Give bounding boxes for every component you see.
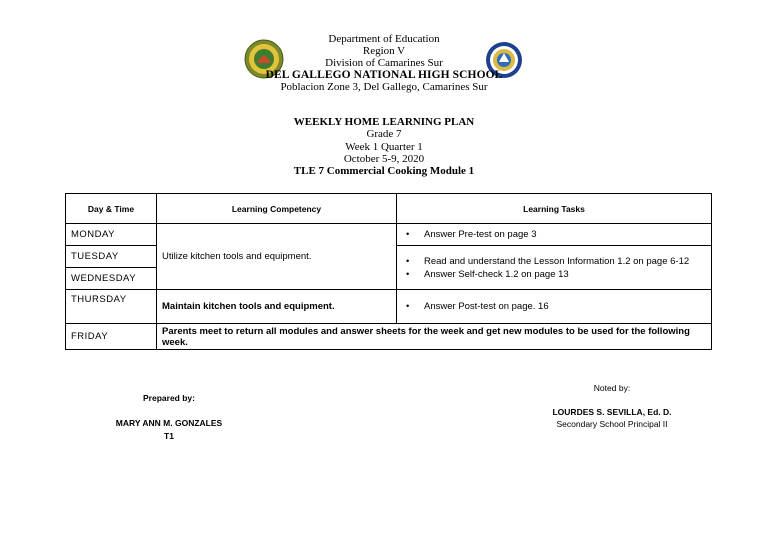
region-name: Region V bbox=[362, 45, 406, 57]
table-row bbox=[66, 224, 712, 246]
date-range: October 5-9, 2020 bbox=[343, 152, 425, 165]
department-name: Department of Education bbox=[328, 33, 440, 45]
day-monday: MONDAY bbox=[66, 224, 157, 246]
day-thursday: THURSDAY bbox=[66, 290, 157, 324]
document-header bbox=[0, 33, 768, 93]
noted-by-label: Noted by: bbox=[593, 383, 631, 393]
task-item: • Answer Self-check 1.2 on page 13 bbox=[402, 268, 706, 281]
tasks-tuesday-wednesday bbox=[397, 246, 712, 290]
grade-level: Grade 7 bbox=[366, 128, 402, 141]
competency-maintain: Maintain kitchen tools and equipment. bbox=[157, 290, 397, 324]
module-title: TLE 7 Commercial Cooking Module 1 bbox=[293, 165, 475, 178]
header-learning-competency: Learning Competency bbox=[157, 194, 397, 224]
noted-by-block bbox=[532, 383, 692, 429]
division-name: Division of Camarines Sur bbox=[325, 57, 443, 69]
noted-by-name: LOURDES S. SEVILLA, Ed. D. bbox=[552, 407, 672, 417]
plan-title-block bbox=[0, 116, 768, 177]
school-address: Poblacion Zone 3, Del Gallego, Camarines Sur bbox=[280, 81, 488, 93]
day-wednesday: WEDNESDAY bbox=[66, 268, 157, 290]
learning-plan-table bbox=[65, 193, 712, 350]
prepared-by-name: MARY ANN M. GONZALES bbox=[115, 418, 223, 428]
friday-note: Parents meet to return all modules and answer sheets for the week and get new modules to be used for the following week. bbox=[157, 324, 712, 350]
plan-title: WEEKLY HOME LEARNING PLAN bbox=[293, 116, 475, 128]
day-friday: FRIDAY bbox=[66, 324, 157, 350]
task-item: • Answer Post-test on page. 16 bbox=[402, 300, 706, 313]
tasks-monday bbox=[397, 224, 712, 246]
day-tuesday: TUESDAY bbox=[66, 246, 157, 268]
tasks-thursday bbox=[397, 290, 712, 324]
school-name: DEL GALLEGO NATIONAL HIGH SCHOOL bbox=[265, 69, 503, 81]
task-item: • Read and understand the Lesson Information 1.2 on page 6-12 bbox=[402, 255, 706, 268]
prepared-by-label: Prepared by: bbox=[143, 393, 195, 403]
table-header-row bbox=[66, 194, 712, 224]
week-quarter: Week 1 Quarter 1 bbox=[345, 140, 423, 153]
noted-by-title: Secondary School Principal II bbox=[556, 419, 668, 429]
table-row bbox=[66, 324, 712, 350]
header-learning-tasks: Learning Tasks bbox=[397, 194, 712, 224]
header-day-time: Day & Time bbox=[66, 194, 157, 224]
table-row bbox=[66, 290, 712, 324]
task-item: • Answer Pre-test on page 3 bbox=[402, 228, 706, 241]
competency-utilize: Utilize kitchen tools and equipment. bbox=[157, 224, 397, 290]
prepared-by-title: T1 bbox=[164, 431, 174, 441]
prepared-by-block bbox=[94, 393, 244, 441]
